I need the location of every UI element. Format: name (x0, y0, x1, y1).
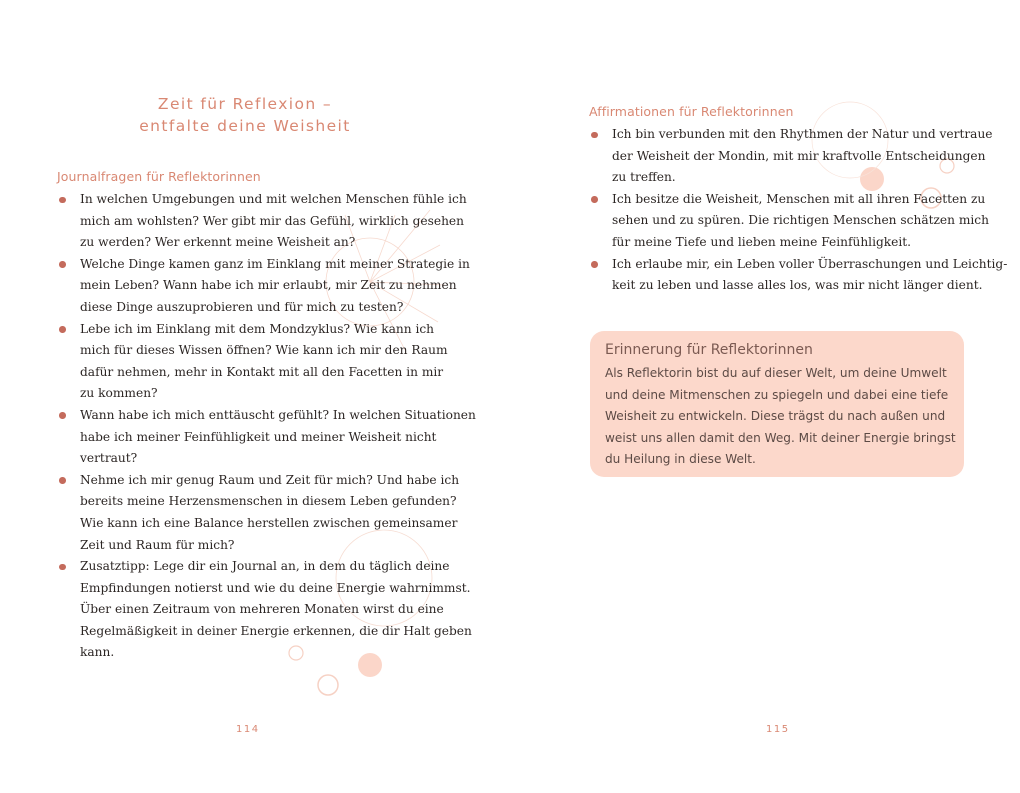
title-line-2: entfalte deine Weisheit (139, 117, 351, 135)
text-line: mein Leben? Wann habe ich mir erlaubt, mir Zeit zu nehmen (80, 278, 457, 293)
journal-questions-list (57, 189, 476, 664)
text-line: In welchen Umgebungen und mit welchen Menschen fühle ich (80, 192, 467, 206)
bullet-dot-icon (59, 412, 66, 419)
text-line: Empfindungen notierst und wie du deine Energie wahrnimmst. (80, 580, 471, 595)
text-line: Regelmäßigkeit in deiner Energie erkennen, die dir Halt geben (80, 623, 472, 638)
bullet-dot-icon (591, 132, 598, 139)
text-line: kann. (80, 645, 115, 660)
bullet-dot-icon (59, 261, 66, 268)
text-line: Zeit und Raum für mich? (80, 537, 235, 552)
text-line: Zusatztipp: Lege dir ein Journal an, in dem du täglich deine (80, 559, 450, 574)
text-line: Lebe ich im Einklang mit dem Mondzyklus? Wie kann ich (80, 321, 435, 336)
reminder-text (605, 363, 956, 471)
bullet-dot-icon (591, 261, 598, 268)
bullet-dot-icon (59, 477, 66, 484)
bullet-dot-icon (59, 326, 66, 333)
text-line: Wann habe ich mich enttäuscht gefühlt? In welchen Situationen (80, 407, 476, 422)
text-line: weist uns allen damit den Weg. Mit deiner Energie bringst (605, 430, 956, 445)
list-item (57, 470, 460, 556)
list-item (57, 556, 472, 664)
reminder-heading: Erinnerung für Reflektorinnen (605, 342, 813, 358)
list-item (57, 189, 467, 254)
text-line: zu kommen? (80, 386, 158, 401)
bullet-dot-icon (591, 196, 598, 203)
page-title (60, 93, 430, 137)
text-line: zu werden? Wer erkennt meine Weisheit an? (80, 235, 356, 250)
text-line: keit zu leben und lasse alles los, was mir nicht länger dient. (612, 278, 983, 293)
reminder-box (590, 331, 964, 477)
text-line: vertraut? (80, 451, 138, 466)
bullet-dot-icon (59, 197, 66, 204)
text-line: du Heilung in diese Welt. (605, 452, 756, 467)
list-item (57, 254, 470, 319)
text-line: Als Reflektorin bist du auf dieser Welt, um deine Umwelt (605, 366, 947, 380)
text-line: Welche Dinge kamen ganz im Einklang mit meiner Strategie in (80, 256, 470, 271)
text-line: und deine Mitmenschen zu spiegeln und dabei eine tiefe (605, 387, 949, 402)
text-line: mich am wohlsten? Wer gibt mir das Gefühl, wirklich gesehen (80, 213, 464, 228)
text-line: Ich besitze die Weisheit, Menschen mit all ihren Facetten zu (612, 191, 986, 206)
text-line: sehen und zu spüren. Die richtigen Menschen schätzen mich (612, 213, 989, 228)
text-line: zu treffen. (612, 170, 676, 185)
text-line: habe ich meiner Feinfühligkeit und meiner Weisheit nicht (80, 429, 437, 444)
text-line: dafür nehmen, mehr in Kontakt mit all den Facetten in mir (80, 364, 444, 379)
text-line: bereits meine Herzensmenschen in diesem Leben gefunden? (80, 494, 457, 509)
bullet-dot-icon (59, 564, 66, 571)
list-item (57, 405, 476, 470)
list-item (589, 254, 1008, 297)
right-page (510, 0, 1020, 793)
text-line: Wie kann ich eine Balance herstellen zwischen gemeinsamer (80, 515, 458, 530)
title-line-1: Zeit für Reflexion – (157, 95, 333, 113)
text-line: Weisheit zu entwickeln. Diese trägst du nach außen und (605, 409, 946, 424)
list-item (589, 124, 993, 189)
text-line: Nehme ich mir genug Raum und Zeit für mich? Und habe ich (80, 472, 460, 487)
text-line: für meine Tiefe und lieben meine Feinfühligkeit. (612, 234, 912, 249)
journal-questions-heading: Journalfragen für Reflektorinnen (57, 169, 261, 184)
page-number-right: 115 (766, 724, 790, 735)
text-line: Über einen Zeitraum von mehreren Monaten wirst du eine (80, 602, 444, 617)
text-line: Ich bin verbunden mit den Rhythmen der Natur und vertraue (612, 127, 993, 141)
affirmations-heading: Affirmationen für Reflektorinnen (589, 104, 794, 119)
text-line: der Weisheit der Mondin, mit mir kraftvolle Entscheidungen (612, 148, 986, 163)
text-line: Ich erlaube mir, ein Leben voller Überraschungen und Leichtig- (612, 256, 1008, 271)
affirmations-list (589, 124, 1008, 297)
text-line: diese Dinge auszuprobieren und für mich zu testen? (80, 299, 404, 314)
text-line: mich für dieses Wissen öffnen? Wie kann ich mir den Raum (80, 343, 448, 358)
page-number-left: 114 (236, 724, 260, 735)
list-item (57, 319, 448, 405)
list-item (589, 189, 989, 254)
